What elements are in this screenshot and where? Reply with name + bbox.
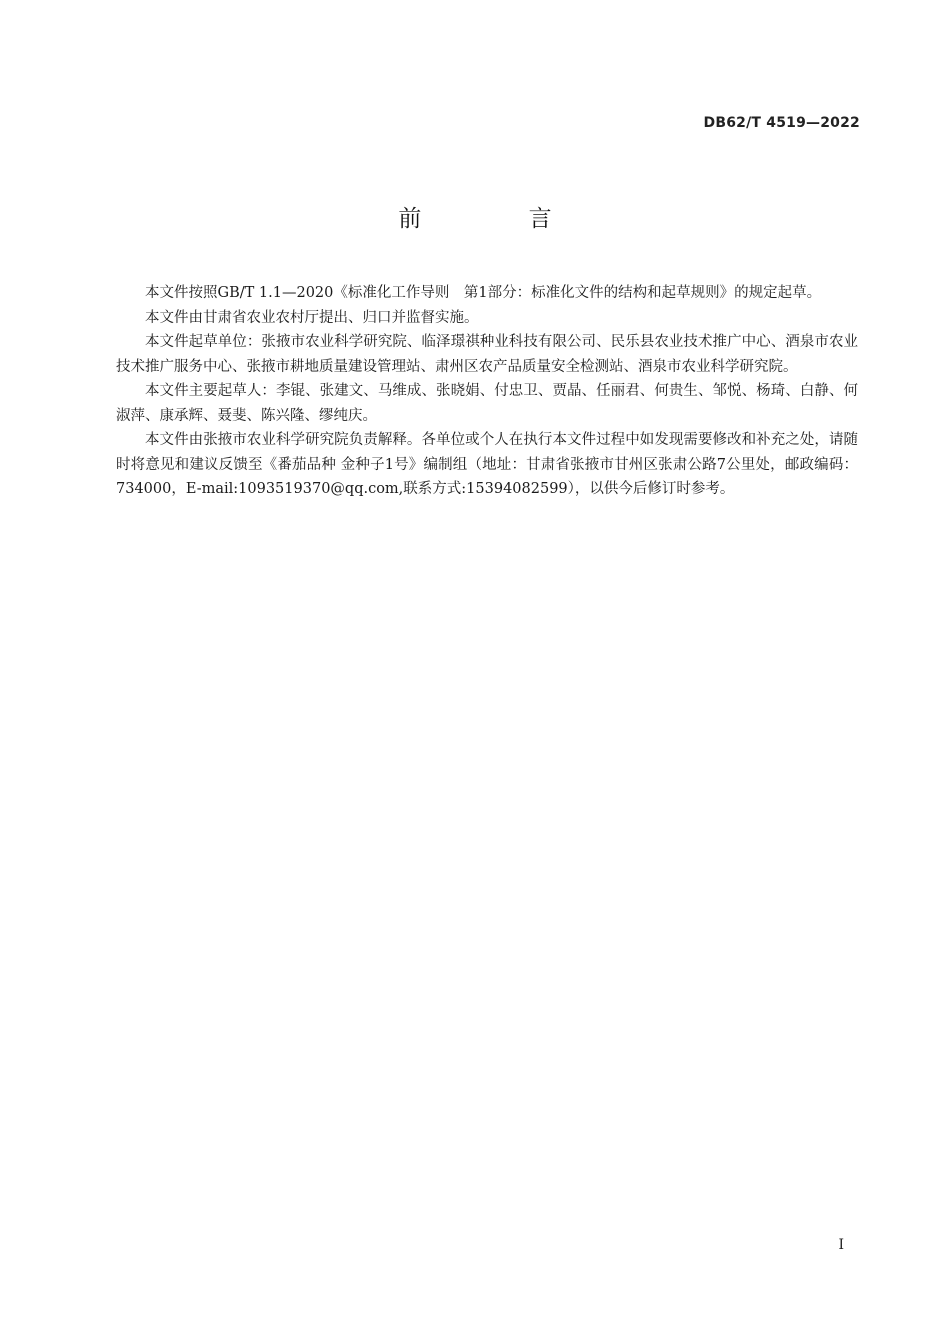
foreword-body	[116, 281, 858, 502]
paragraph-main-drafters: 本文件主要起草人：李锟、张建文、马维成、张晓娟、付忠卫、贾晶、任丽君、何贵生、邹悦、杨琦、白静、何淑萍、康承辉、聂斐、陈兴隆、缪纯庆。	[116, 383, 858, 424]
page-number: I	[838, 1237, 844, 1253]
paragraph-interpretation-contact: 本文件由张掖市农业科学研究院负责解释。各单位或个人在执行本文件过程中如发现需要修改和补充之处，请随时将意见和建议反馈至《番茄品种 金种子1号》编制组（地址：甘肃省张掖市甘州区张肃公路7公里处，邮政编码：734000，E-mail:1093519370@qq.com,联系方式:15394082599），以供今后修订时参考。	[116, 432, 858, 497]
paragraph-drafting-rules: 本文件按照GB/T 1.1—2020《标准化工作导则 第1部分：标准化文件的结构和起草规则》的规定起草。	[145, 285, 822, 301]
paragraph-proposer: 本文件由甘肃省农业农村厅提出、归口并监督实施。	[145, 309, 479, 326]
page-title: 前 言	[398, 206, 602, 232]
document-code: DB62/T 4519—2022	[703, 115, 860, 131]
paragraph-drafting-units: 本文件起草单位：张掖市农业科学研究院、临泽璟祺种业科技有限公司、民乐县农业技术推广中心、酒泉市农业技术推广服务中心、张掖市耕地质量建设管理站、肃州区农产品质量安全检测站、酒泉市农业科学研究院。	[116, 334, 858, 375]
